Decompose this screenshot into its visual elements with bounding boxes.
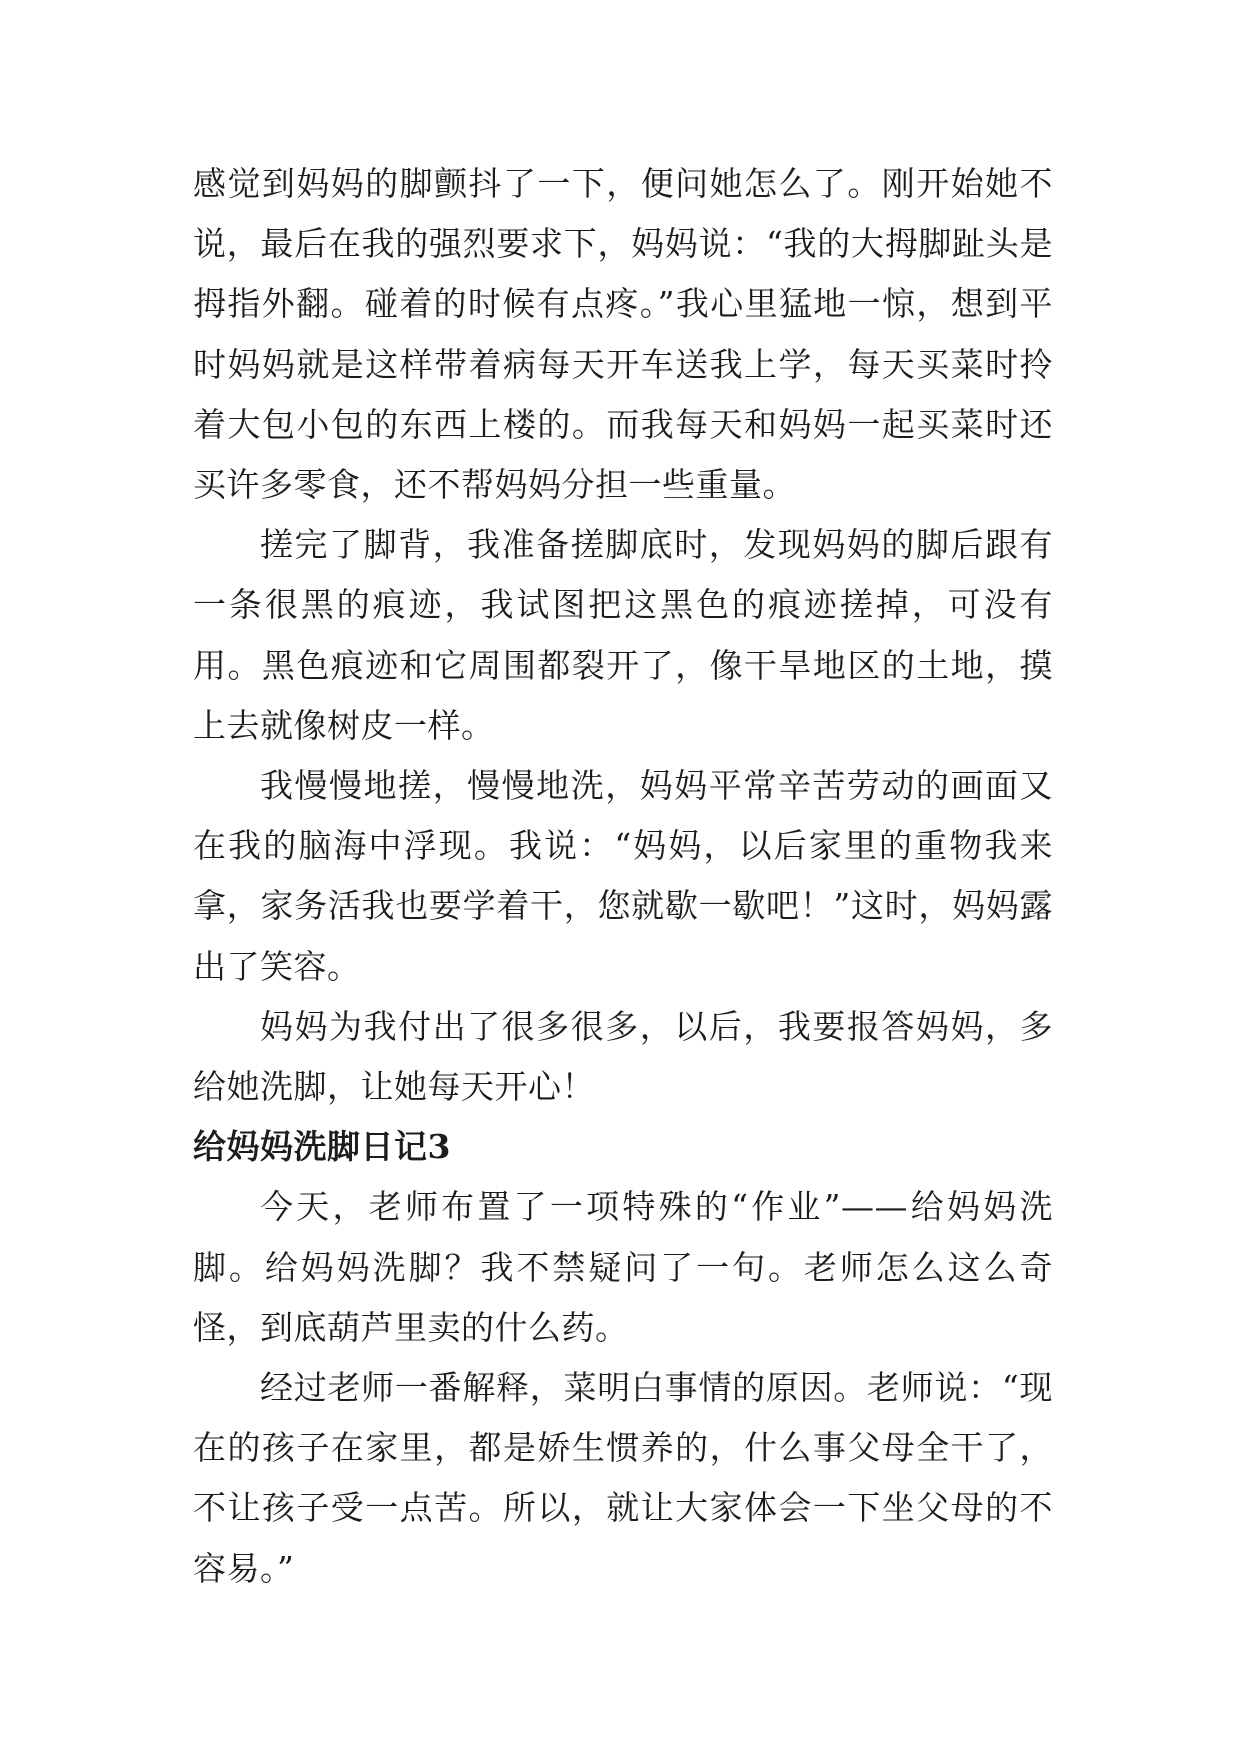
document-page: [193, 154, 1053, 1599]
paragraph-3: 我慢慢地搓，慢慢地洗，妈妈平常辛苦劳动的画面又在我的脑海中浮现。我说：“妈妈，以后家里的重物我来拿，家务活我也要学着干，您就歇一歇吧！”这时，妈妈露出了笑容。: [193, 766, 1053, 986]
paragraph-1: 感觉到妈妈的脚颤抖了一下，便问她怎么了。刚开始她不说，最后在我的强烈要求下，妈妈说：“我的大拇脚趾头是拇指外翻。碰着的时候有点疼。”我心里猛地一惊，想到平时妈妈就是这样带着病每天开车送我上学，每天买菜时拎着大包小包的东西上楼的。而我每天和妈妈一起买菜时还买许多零食，还不帮妈妈分担一些重量。: [193, 164, 1053, 505]
section-heading: 给妈妈洗脚日记3: [193, 1127, 451, 1167]
paragraph-6: 经过老师一番解释，菜明白事情的原因。老师说：“现在的孩子在家里，都是娇生惯养的，什么事父母全干了，不让孩子受一点苦。所以，就让大家体会一下坐父母的不容易。”: [193, 1368, 1053, 1588]
paragraph-4: 妈妈为我付出了很多很多，以后，我要报答妈妈，多给她洗脚，让她每天开心！: [193, 1006, 1053, 1107]
paragraph-5: 今天，老师布置了一项特殊的“作业”——给妈妈洗脚。给妈妈洗脚？我不禁疑问了一句。老师怎么这么奇怪，到底葫芦里卖的什么药。: [193, 1187, 1053, 1347]
paragraph-2: 搓完了脚背，我准备搓脚底时，发现妈妈的脚后跟有一条很黑的痕迹，我试图把这黑色的痕迹搓掉，可没有用。黑色痕迹和它周围都裂开了，像干旱地区的土地，摸上去就像树皮一样。: [193, 525, 1053, 745]
